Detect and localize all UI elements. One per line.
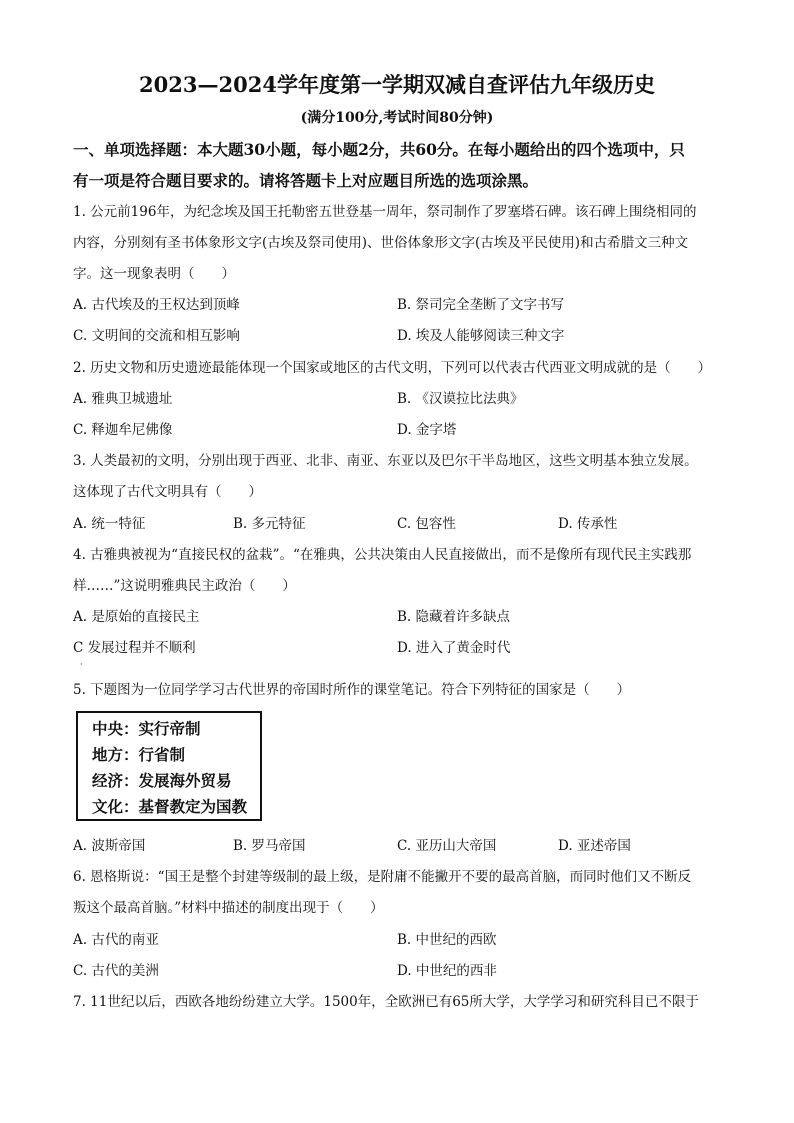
note-central: 中央：实行帝制 <box>92 720 201 738</box>
q1-stem-line3: 字。这一现象表明（ ） <box>73 266 235 282</box>
q5-stem-line1: 5. 下题图为一位同学学习古代世界的帝国时所作的课堂笔记。符合下列特征的国家是（ ） <box>73 682 631 698</box>
q4-stem-line2: 样……”这说明雅典民主政治（ ） <box>73 578 296 594</box>
q2-option-a: A. 雅典卫城遗址 <box>73 391 173 407</box>
q1-stem-line2: 内容，分别刻有圣书体象形文字(古埃及祭司使用)、世俗体象形文字(古埃及平民使用)和古希腊文三种文 <box>73 235 689 251</box>
q6-option-b: B. 中世纪的西欧 <box>397 932 497 948</box>
q2-option-b: B. 《汉谟拉比法典》 <box>397 391 524 407</box>
q6-stem-line2: 叛这个最高首脑。”材料中描述的制度出现于（ ） <box>73 900 384 916</box>
q3-option-a: A. 统一特征 <box>73 516 146 532</box>
stray-dot-mark: · <box>80 660 83 669</box>
q7-stem-line1: 7. 11世纪以后，西欧各地纷纷建立大学。1500年，全欧洲已有65所大学，大学学习和研究科目已不限于 <box>73 994 699 1010</box>
section-instructions-line2: 有一项是符合题目要求的。请将答题卡上对应题目所选的选项涂黑。 <box>73 171 539 190</box>
q4-option-b: B. 隐藏着许多缺点 <box>397 609 511 625</box>
q3-stem-line1: 3. 人类最初的文明，分别出现于西亚、北非、南亚、东亚以及巴尔干半岛地区，这些文明基本独立发展。 <box>73 453 698 469</box>
note-culture: 文化：基督教定为国教 <box>92 798 248 816</box>
q6-option-a: A. 古代的南亚 <box>73 932 159 948</box>
note-local: 地方：行省制 <box>92 746 186 764</box>
q4-option-d: D. 进入了黄金时代 <box>397 640 511 656</box>
q2-option-c: C. 释迦牟尼佛像 <box>73 422 173 438</box>
q1-option-c: C. 文明间的交流和相互影响 <box>73 328 240 344</box>
q3-option-c: C. 包容性 <box>397 516 456 532</box>
q1-stem-line1: 1. 公元前196年，为纪念埃及国王托勒密五世登基一周年，祭司制作了罗塞塔石碑。该石碑上围绕相同的 <box>73 204 697 220</box>
q6-stem-line1: 6. 恩格斯说：“国王是整个封建等级制的最上级，是附庸不能撇开不要的最高首脑，而同时他们又不断反 <box>73 869 692 885</box>
exam-title: 2023—2024学年度第一学期双减自查评估九年级历史 <box>139 72 655 97</box>
section-instructions-line1: 一、单项选择题：本大题30小题，每小题2分，共60分。在每小题给出的四个选项中，只 <box>73 140 685 159</box>
q6-option-c: C. 古代的美洲 <box>73 963 159 979</box>
q5-option-a: A. 波斯帝国 <box>73 838 146 854</box>
q2-stem-line1: 2. 历史文物和历史遗迹最能体现一个国家或地区的古代文明，下列可以代表古代西亚文明成就的是（ ） <box>73 360 712 376</box>
q1-option-a: A. 古代埃及的王权达到顶峰 <box>73 297 240 313</box>
class-notes-box <box>76 711 262 821</box>
q3-option-d: D. 传承性 <box>558 516 618 532</box>
q4-option-a: A. 是原始的直接民主 <box>73 609 200 625</box>
q4-option-c: C 发展过程并不顺利 <box>73 640 196 656</box>
q4-stem-line1: 4. 古雅典被视为“直接民权的盆栽”。“在雅典，公共决策由人民直接做出，而不是像所有现代民主实践那 <box>73 547 692 563</box>
q5-option-d: D. 亚述帝国 <box>558 838 631 854</box>
q5-option-b: B. 罗马帝国 <box>233 838 306 854</box>
exam-subtitle: (满分100分,考试时间80分钟) <box>300 110 494 126</box>
q3-stem-line2: 这体现了古代文明具有（ ） <box>73 484 262 500</box>
q1-option-d: D. 埃及人能够阅读三种文字 <box>397 328 565 344</box>
note-economy: 经济：发展海外贸易 <box>92 772 232 790</box>
q2-option-d: D. 金字塔 <box>397 422 457 438</box>
q3-option-b: B. 多元特征 <box>233 516 306 532</box>
q6-option-d: D. 中世纪的西非 <box>397 963 497 979</box>
q5-option-c: C. 亚历山大帝国 <box>397 838 497 854</box>
q1-option-b: B. 祭司完全垄断了文字书写 <box>397 297 565 313</box>
